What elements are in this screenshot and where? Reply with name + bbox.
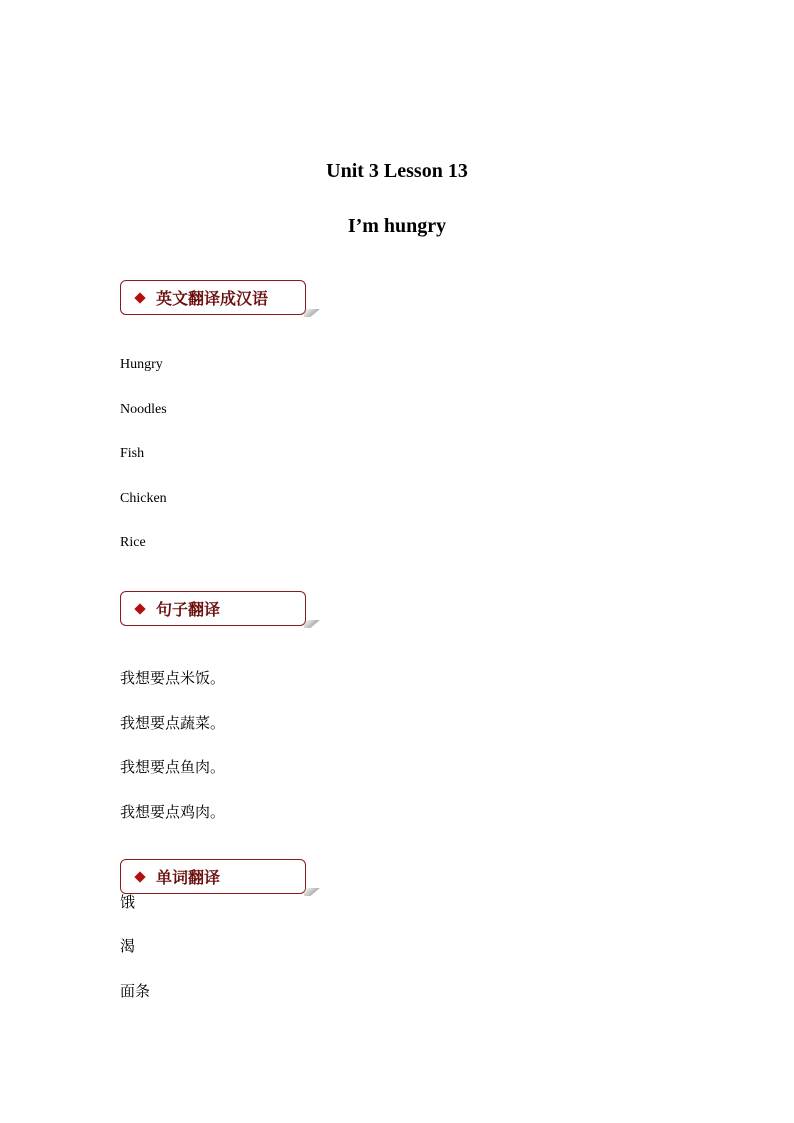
page-subtitle: I’m hungry [347,215,447,237]
vocab-item: Chicken [120,491,167,506]
word-item: 面条 [120,982,151,1000]
vocab-item: Rice [120,535,146,550]
section-header-sentence-translation [120,591,306,626]
section-header-shadow [304,620,320,628]
vocab-item: Noodles [120,402,167,417]
diamond-icon [134,292,145,303]
section-header-shadow [304,309,320,317]
section-header-english-to-chinese [120,280,306,315]
section-header-shadow [304,888,320,896]
diamond-icon [134,603,145,614]
section-label: 英文翻译成汉语 [156,289,269,308]
section-header-word-translation [120,859,306,894]
page-title: Unit 3 Lesson 13 [326,160,468,182]
vocab-item: Hungry [120,357,163,372]
sentence-item: 我想要点鸡肉。 [120,803,226,821]
sentence-item: 我想要点米饭。 [120,669,226,687]
section-label: 单词翻译 [156,868,221,887]
sentence-item: 我想要点蔬菜。 [120,714,226,732]
word-item: 饿 [120,893,136,911]
diamond-icon [134,871,145,882]
word-item: 渴 [120,937,136,955]
sentence-item: 我想要点鱼肉。 [120,758,226,776]
section-label: 句子翻译 [156,600,221,619]
vocab-item: Fish [120,446,145,461]
